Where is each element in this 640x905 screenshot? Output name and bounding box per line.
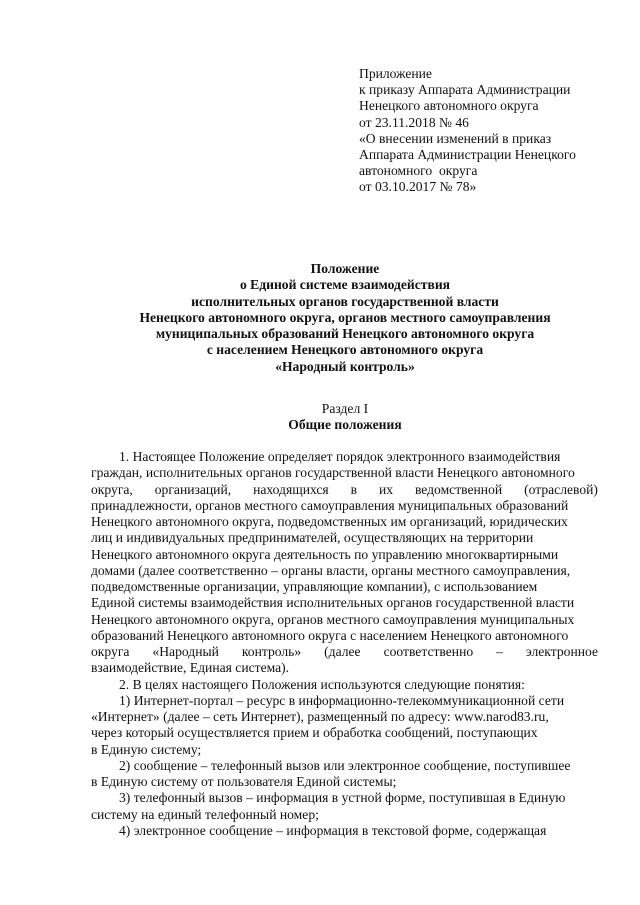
- appendix-line: от 23.11.2018 № 46: [359, 114, 469, 130]
- appendix-line: автономного округа: [359, 163, 478, 179]
- paragraph-line: через который осуществляется прием и обработка сообщений, поступающих: [91, 725, 538, 741]
- paragraph-line: в Единую систему от пользователя Единой системы;: [91, 774, 397, 789]
- paragraph-line: 1. Настоящее Положение определяет порядок электронного взаимодействия: [119, 449, 561, 464]
- paragraph-line: «Интернет» (далее – сеть Интернет), размещенный по адресу: www.narod83.ru,: [91, 709, 549, 724]
- paragraph-line: Единой системы взаимодействия исполнительных органов государственной власти: [91, 595, 575, 611]
- title-line: «Народный контроль»: [275, 358, 415, 374]
- paragraph-line: 1) Интернет-портал – ресурс в информационно-телекоммуникационной сети: [119, 692, 565, 708]
- appendix-line: Ненецкого автономного округа: [359, 98, 539, 114]
- paragraph-line: граждан, исполнительных органов государственной власти Ненецкого автономного: [91, 465, 575, 481]
- paragraph-line-spread: округа «Народный контроль» (далее соответственно – электронное: [91, 644, 598, 659]
- paragraph-line-spread: округа, организаций, находящихся в их ведомственной (отраслевой): [91, 481, 598, 497]
- appendix-line: Аппарата Администрации Ненецкого: [359, 147, 576, 163]
- title-line: муниципальных образований Ненецкого автономного округа: [155, 326, 535, 342]
- title-line: Ненецкого автономного округа, органов местного самоуправления: [139, 309, 551, 325]
- paragraph-line: лиц и индивидуальных предпринимателей, осуществляющих на территории: [91, 530, 534, 546]
- appendix-line: к приказу Аппарата Администрации: [359, 82, 571, 98]
- paragraph-line: взаимодействие, Единая система).: [91, 660, 290, 676]
- paragraph-line: 3) телефонный вызов – информация в устной форме, поступившая в Единую: [119, 790, 566, 806]
- paragraph-line: в Единую систему;: [91, 741, 202, 757]
- paragraph-line: домами (далее соответственно – органы власти, органы местного самоуправления,: [91, 562, 571, 578]
- paragraph-line: образований Ненецкого автономного округа с населением Ненецкого автономного: [91, 627, 569, 643]
- paragraph-line: Ненецкого автономного округа деятельность по управлению многоквартирными: [91, 546, 559, 562]
- paragraph-line: 2) сообщение – телефонный вызов или электронное сообщение, поступившее: [119, 757, 571, 773]
- paragraph-line: 4) электронное сообщение – информация в текстовой форме, содержащая: [119, 822, 547, 838]
- paragraph-line: 2. В целях настоящего Положения используются следующие понятия:: [119, 676, 525, 692]
- paragraph-line: подведомственные организации, управляющие компании), с использованием: [91, 579, 538, 594]
- paragraph-line: принадлежности, органов местного самоуправления муниципальных образований: [91, 497, 569, 513]
- appendix-block: [359, 66, 629, 196]
- document-body: [91, 449, 598, 839]
- appendix-line: Приложение: [359, 66, 432, 81]
- title-line: о Единой системе взаимодействия: [239, 277, 451, 293]
- section-title: Общие положения: [288, 417, 402, 432]
- paragraph-line: систему на единый телефонный номер;: [91, 806, 319, 822]
- section-number: Раздел I: [321, 401, 369, 416]
- title-line: Положение: [310, 261, 380, 276]
- title-line: исполнительных органов государственной власти: [191, 293, 499, 309]
- appendix-line: «О внесении изменений в приказ: [359, 130, 552, 146]
- appendix-line: от 03.10.2017 № 78»: [359, 179, 477, 195]
- title-line: с населением Ненецкого автономного округа: [206, 342, 484, 358]
- paragraph-line: Ненецкого автономного округа, органов местного самоуправления муниципальных: [91, 611, 575, 627]
- document-title: [60, 261, 630, 375]
- paragraph-line: Ненецкого автономного округа, подведомственных им организаций, юридических: [91, 514, 568, 529]
